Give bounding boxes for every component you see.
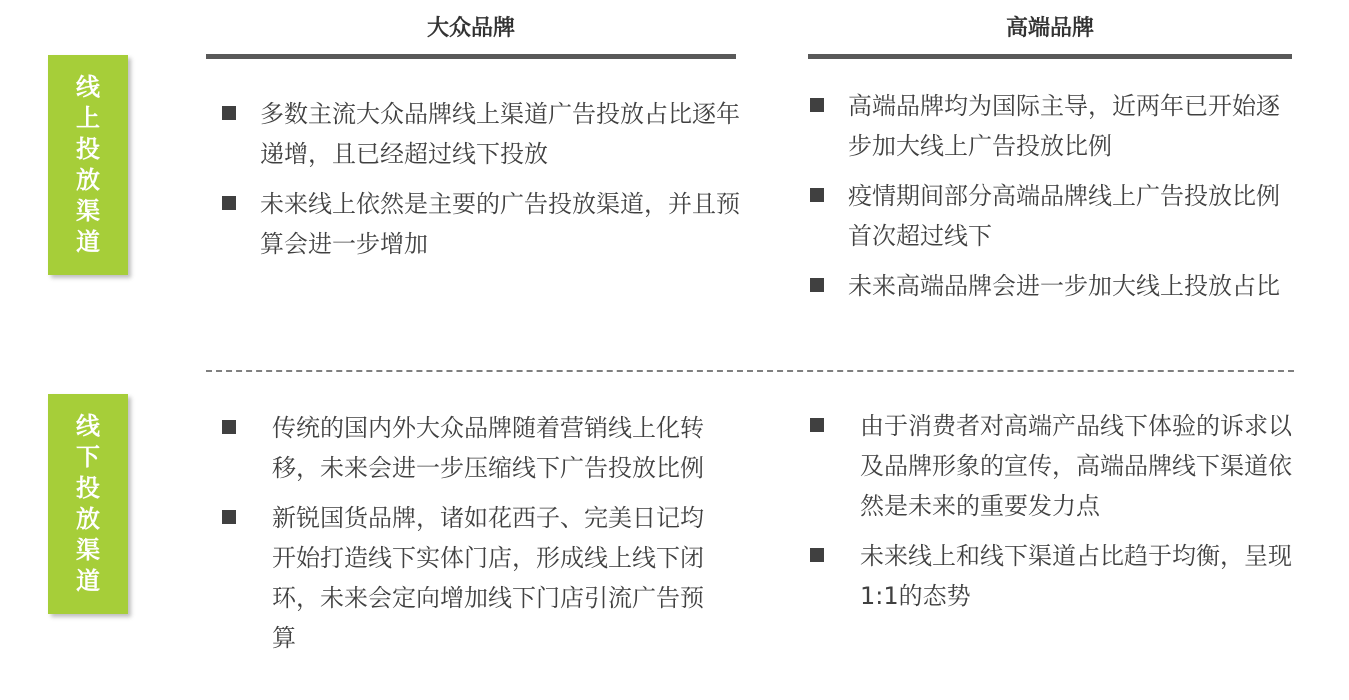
square-bullet-icon (810, 278, 824, 292)
bullet-item (222, 184, 752, 264)
bullet-text: 高端品牌均为国际主导，近两年已开始逐步加大线上广告投放比例 (848, 92, 1280, 160)
bullet-text: 未来高端品牌会进一步加大线上投放占比 (848, 272, 1280, 300)
square-bullet-icon (810, 188, 824, 202)
square-bullet-icon (810, 418, 824, 432)
cell-online-premium (810, 86, 1294, 316)
bullet-item (222, 498, 724, 658)
row-label-online (48, 55, 128, 275)
row-label-offline-text: 线下投放渠道 (76, 412, 100, 595)
header-premium-brand: 高端品牌 (1005, 16, 1094, 41)
square-bullet-icon (810, 548, 824, 562)
bullet-text: 传统的国内外大众品牌随着营销线上化转移，未来会进一步压缩线下广告投放比例 (272, 414, 704, 482)
square-bullet-icon (222, 510, 236, 524)
square-bullet-icon (222, 106, 236, 120)
square-bullet-icon (222, 420, 236, 434)
header-mass-brand: 大众品牌 (426, 16, 515, 41)
bullet-text: 未来线上依然是主要的广告投放渠道，并且预算会进一步增加 (260, 190, 740, 258)
square-bullet-icon (810, 98, 824, 112)
bullet-text: 未来线上和线下渠道占比趋于均衡，呈现1:1的态势 (860, 542, 1292, 610)
cell-offline-premium (810, 406, 1310, 626)
bullet-item (810, 266, 1294, 306)
cell-online-mass (222, 94, 752, 274)
bullet-item (810, 176, 1294, 256)
bullet-item (222, 408, 724, 488)
bullet-item (810, 86, 1294, 166)
row-divider (206, 370, 1294, 372)
bullet-item (222, 94, 752, 174)
header-premium-rule (808, 54, 1292, 59)
row-label-online-text: 线上投放渠道 (76, 73, 100, 256)
header-mass-rule (206, 54, 736, 59)
bullet-text: 疫情期间部分高端品牌线上广告投放比例首次超过线下 (848, 182, 1280, 250)
bullet-item (810, 536, 1310, 616)
bullet-text: 新锐国货品牌，诸如花西子、完美日记均开始打造线下实体门店，形成线上线下闭环，未来会定向增加线下门店引流广告预算 (272, 504, 704, 652)
bullet-text: 由于消费者对高端产品线下体验的诉求以及品牌形象的宣传，高端品牌线下渠道依然是未来的重要发力点 (860, 412, 1292, 520)
cell-offline-mass (222, 408, 724, 668)
bullet-text: 多数主流大众品牌线上渠道广告投放占比逐年递增，且已经超过线下投放 (260, 100, 740, 168)
row-label-offline (48, 394, 128, 614)
square-bullet-icon (222, 196, 236, 210)
bullet-item (810, 406, 1310, 526)
